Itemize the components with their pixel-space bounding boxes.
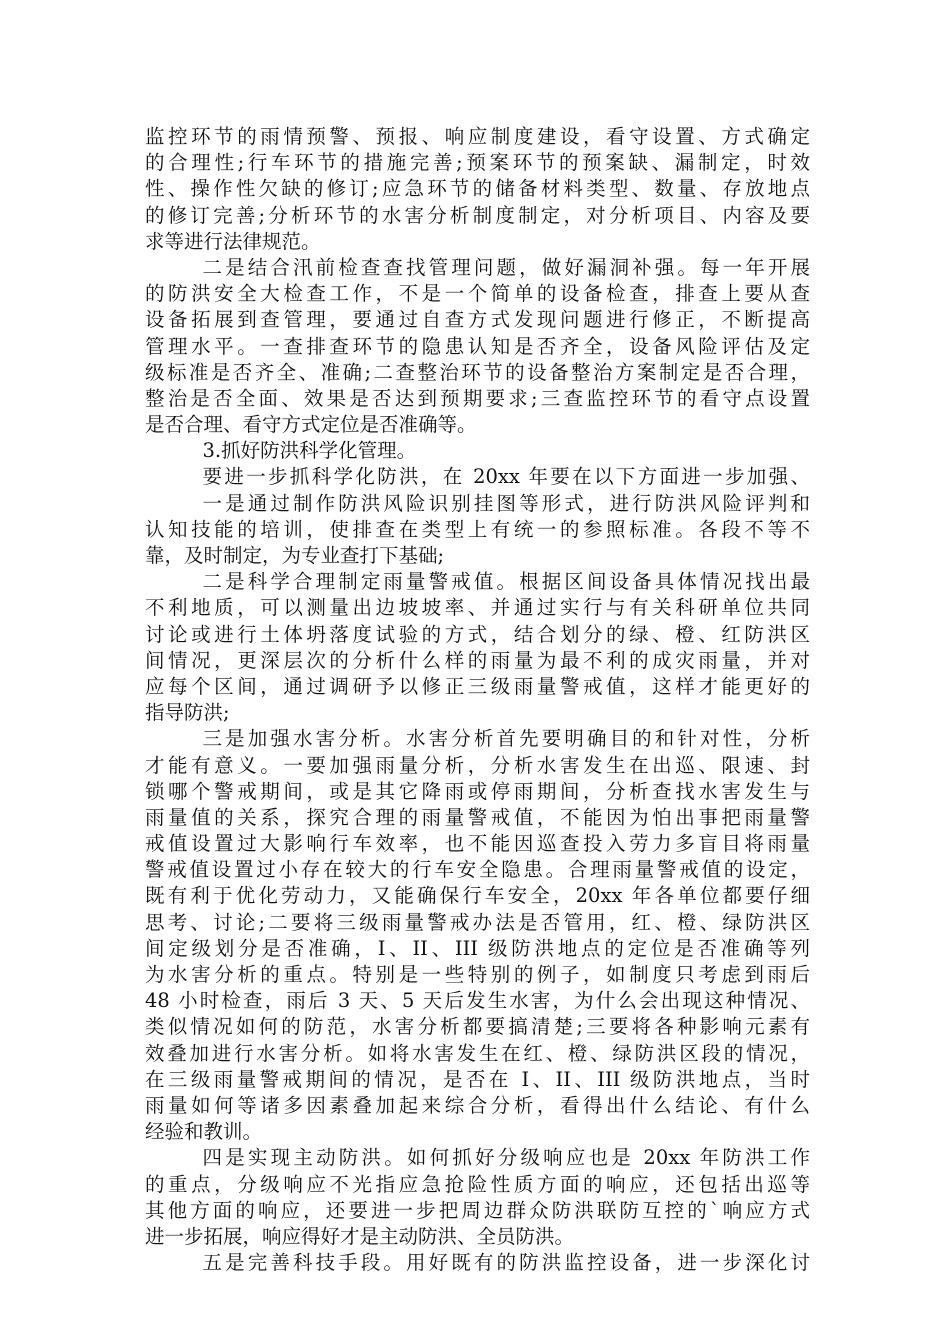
- text-line: 经验和教训。: [145, 1120, 263, 1144]
- text-line: 二是科学合理制定雨量警戒值。根据区间设备具体情况找出最: [202, 570, 810, 594]
- text-line: 的修订完善;分析环节的水害分析制度制定，对分析项目、内容及要: [145, 203, 810, 227]
- text-line: 48 小时检查，雨后 3 天、5 天后发生水害，为什么会出现这种情况、: [145, 989, 810, 1013]
- text-line: 进一步拓展，响应得好才是主动防洪、全员防洪。: [145, 1224, 575, 1248]
- text-line: 四是实现主动防洪。如何抓好分级响应也是 20xx 年防洪工作: [202, 1146, 810, 1170]
- text-line: 认知技能的培训，使排查在类型上有统一的参照标准。各段不等不: [145, 517, 810, 541]
- text-line: 应每个区间，通过调研予以修正三级雨量警戒值，这样才能更好的: [145, 674, 810, 698]
- text-line: 的防洪安全大检查工作，不是一个简单的设备检查，排查上要从查: [145, 282, 810, 306]
- text-line: 设备拓展到查管理，要通过自查方式发现问题进行修正，不断提高: [145, 308, 810, 332]
- text-line: 为水害分析的重点。特别是一些特别的例子，如制度只考虑到雨后: [145, 963, 810, 986]
- text-line: 其他方面的响应，还要进一步把周边群众防洪联防互控的`响应方式: [145, 1198, 810, 1222]
- text-line: 二是结合汛前检查查找管理问题，做好漏洞补强。每一年开展: [202, 255, 810, 279]
- text-line: 的合理性;行车环节的措施完善;预案环节的预案缺、漏制定，时效: [145, 151, 810, 175]
- text-line: 雨量如何等诸多因素叠加起来综合分析，看得出什么结论、有什么: [145, 1093, 810, 1117]
- text-line: 靠，及时制定，为专业查打下基础;: [145, 544, 445, 567]
- text-line: 在三级雨量警戒期间的情况，是否在 I、II、III 级防洪地点，当时: [145, 1067, 810, 1091]
- text-line: 是否合理、看守方式定位是否准确等。: [145, 413, 477, 437]
- text-line: 性、操作性欠缺的修订;应急环节的储备材料类型、数量、存放地点: [145, 177, 810, 201]
- text-line: 不利地质，可以测量出边坡坡率、并通过实行与有关科研单位共同: [145, 596, 810, 620]
- text-line: 类似情况如何的防范，水害分析都要搞清楚;三要将各种影响元素有: [145, 1015, 810, 1039]
- text-line: 才能有意义。一要加强雨量分析，分析水害发生在出巡、限速、封: [145, 753, 810, 777]
- text-line: 指导防洪;: [145, 701, 230, 725]
- text-line: 效叠加进行水害分析。如将水害发生在红、橙、绿防洪区段的情况，: [145, 1041, 810, 1065]
- text-line: 思考、讨论;二要将三级雨量警戒办法是否管用，红、橙、绿防洪区: [145, 910, 810, 934]
- text-line: 一是通过制作防洪风险识别挂图等形式，进行防洪风险评判和: [202, 491, 810, 515]
- text-line: 要进一步抓科学化防洪，在 20xx 年要在以下方面进一步加强、: [202, 465, 810, 489]
- text-line: 警戒值设置过小存在较大的行车安全隐患。合理雨量警戒值的设定，: [145, 858, 810, 882]
- text-line: 管理水平。一查排查环节的隐患认知是否齐全，设备风险评估及定: [145, 334, 810, 358]
- document-body: [145, 124, 810, 1276]
- text-line: 既有利于优化劳动力，又能确保行车安全，20xx 年各单位都要仔细: [145, 884, 810, 908]
- text-line: 整治是否全面、效果是否达到预期要求;三查监控环节的看守点设置: [145, 386, 810, 410]
- text-line: 间情况，更深层次的分析什么样的雨量为最不利的成灾雨量，并对: [145, 648, 810, 672]
- text-line: 监控环节的雨情预警、预报、响应制度建设，看守设置、方式确定: [145, 125, 810, 148]
- text-line: 3.抓好防洪科学化管理。: [202, 439, 417, 463]
- text-line: 求等进行法律规范。: [145, 229, 321, 253]
- text-line: 讨论或进行土体坍落度试验的方式，结合划分的绿、橙、红防洪区: [145, 622, 810, 646]
- text-line: 锁哪个警戒期间，或是其它降雨或停雨期间，分析查找水害发生与: [145, 779, 810, 803]
- text-line: 戒值设置过大影响行车效率，也不能因巡查投入劳力多盲目将雨量: [145, 832, 810, 856]
- text-line: 雨量值的关系，探究合理的雨量警戒值，不能因为怕出事把雨量警: [145, 805, 810, 829]
- text-line: 间定级划分是否准确，I、II、III 级防洪地点的定位是否准确等列: [145, 936, 810, 960]
- text-line: 五是完善科技手段。用好既有的防洪监控设备，进一步深化讨: [202, 1251, 810, 1275]
- text-line: 级标准是否齐全、准确;二查整治环节的设备整治方案制定是否合理，: [145, 360, 810, 384]
- text-line: 三是加强水害分析。水害分析首先要明确目的和针对性，分析: [202, 727, 810, 751]
- text-line: 的重点，分级响应不光指应急抢险性质方面的响应，还包括出巡等: [145, 1172, 810, 1196]
